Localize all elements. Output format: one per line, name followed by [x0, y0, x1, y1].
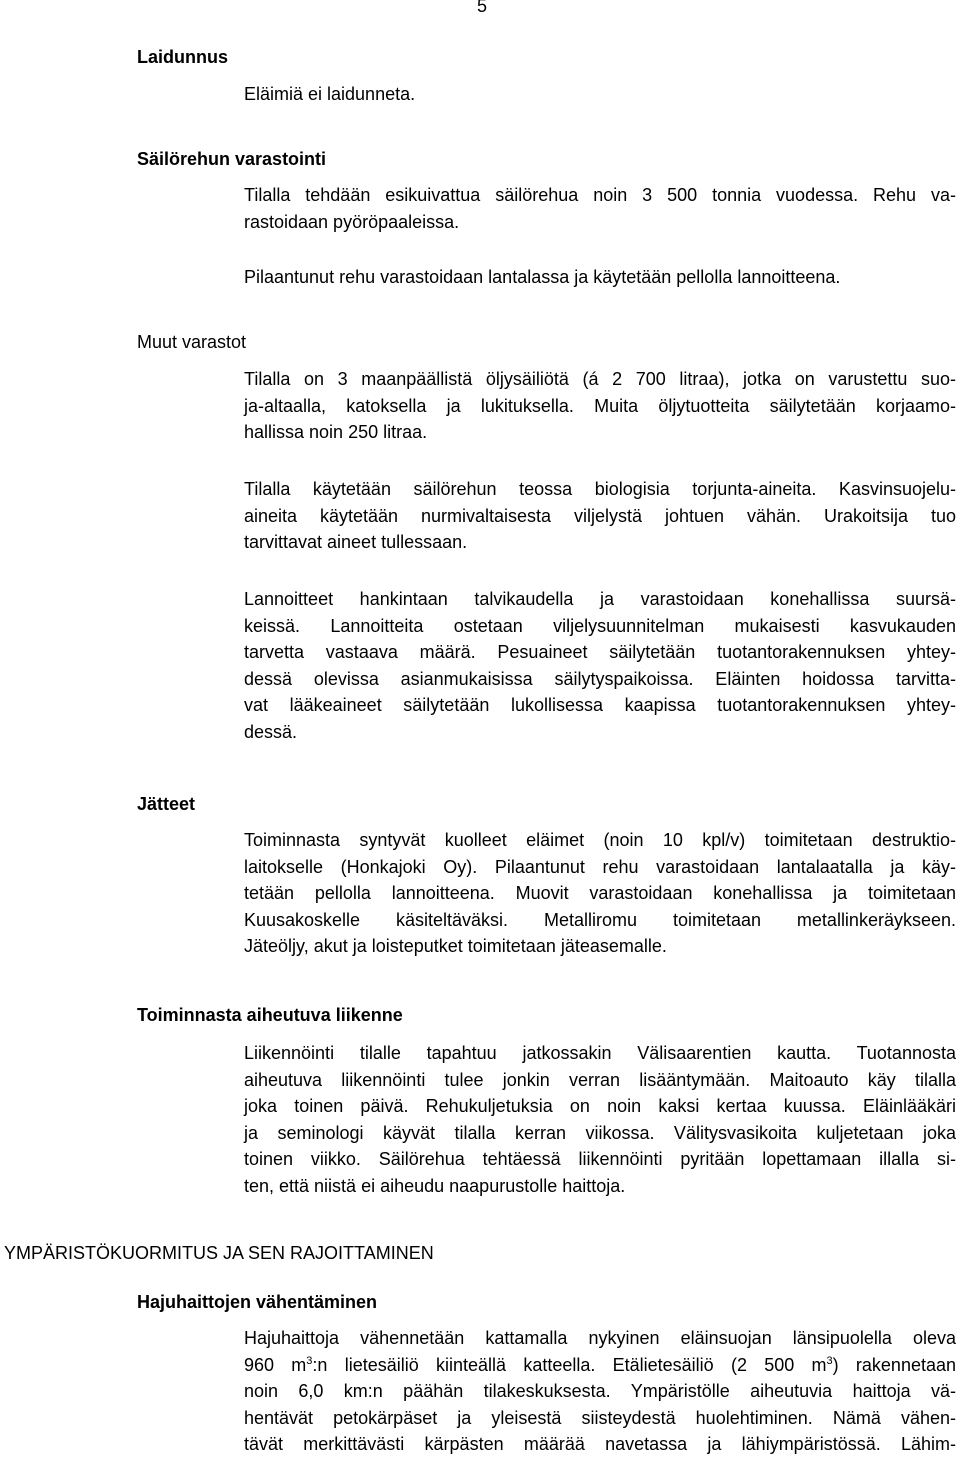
- text-line: Eläimiä ei laidunneta.: [244, 84, 416, 104]
- text-line: laitokselle (Honkajoki Oy). Pilaantunut rehu varastoidaan lantalaatalla ja käy-: [244, 856, 956, 877]
- heading-laidunnus: Laidunnus: [137, 47, 228, 67]
- text-line: tarvetta vastaava määrä. Pesuaineet säilytetään tuotantorakennuksen yhtey-: [244, 642, 956, 662]
- text-line: Tilalla tehdään esikuivattua säilörehua noin 3 500 tonnia vuodessa. Rehu va-: [244, 185, 956, 205]
- heading-liikenne: Toiminnasta aiheutuva liikenne: [137, 1005, 403, 1025]
- text-line: tetään pellolla lannoitteena. Muovit varastoidaan konehallissa ja toimitetaan: [244, 883, 956, 903]
- text-line: tarvittavat aineet tullessaan.: [244, 532, 468, 552]
- text-fragment: :n lietesäiliö kiinteällä katteella. Etälietesäiliö (2 500 m: [312, 1354, 827, 1375]
- text-line: aineita käytetään nurmivaltaisesta viljelystä johtuen vähän. Urakoitsija tuo: [244, 505, 956, 526]
- superscript: 3: [306, 1354, 313, 1367]
- heading-muut-varastot: Muut varastot: [137, 332, 247, 352]
- text-line: Kuusakoskelle käsiteltäväksi. Metalliromu toimitetaan metallinkeräykseen.: [244, 909, 956, 930]
- text-line: Lannoitteet hankintaan talvikaudella ja varastoidaan konehallissa suursä-: [244, 589, 956, 609]
- text-line: Jäteöljy, akut ja loisteputket toimitetaan jäteasemalle.: [244, 936, 667, 956]
- superscript: 3: [826, 1354, 833, 1367]
- text-line: Toiminnasta syntyvät kuolleet eläimet (noin 10 kpl/v) toimitetaan destruktio-: [244, 830, 956, 850]
- text-line: Tilalla on 3 maanpäällistä öljysäiliötä (á 2 700 litraa), jotka on varustettu suo-: [244, 369, 956, 389]
- heading-hajuhaittojen-vahentaminen: Hajuhaittojen vähentäminen: [137, 1292, 378, 1312]
- page-number: 5: [477, 0, 488, 16]
- paragraph-sailorehu-2: [244, 264, 956, 291]
- text-line: keissä. Lannoitteita ostetaan viljelysuunnitelman mukaisesti kasvukauden: [244, 615, 956, 636]
- text-line: [244, 1352, 956, 1379]
- text-line: Hajuhaittoja vähennetään kattamalla nykyinen eläinsuojan länsipuolella oleva: [244, 1328, 956, 1348]
- paragraph-jatteet: [244, 827, 956, 960]
- text-line: hallissa noin 250 litraa.: [244, 422, 428, 442]
- text-line: joka toinen päivä. Rehukuljetuksia on noin kaksi kertaa kuussa. Eläinlääkäri: [244, 1096, 956, 1116]
- text-line: ja-altaalla, katoksella ja lukituksella. Muita öljytuotteita säilytetään korjaamo-: [244, 395, 956, 416]
- heading-jatteet: Jätteet: [137, 794, 196, 814]
- text-line: aiheutuva liikennöinti tulee jonkin verran lisääntymään. Maitoauto käy tilalla: [244, 1069, 956, 1090]
- text-line: Liikennöinti tilalle tapahtuu jatkossakin Välisaarentien kautta. Tuotannosta: [244, 1043, 956, 1063]
- text-line: ten, että niistä ei aiheudu naapurustolle haittoja.: [244, 1175, 626, 1196]
- text-fragment: 960 m: [244, 1354, 307, 1375]
- heading-ymparistokuormitus: YMPÄRISTÖKUORMITUS JA SEN RAJOITTAMINEN: [4, 1243, 434, 1263]
- text-line: noin 6,0 km:n päähän tilakeskuksesta. Ympäristölle aiheutuvia haittoja vä-: [244, 1381, 956, 1401]
- text-line: vat lääkeaineet säilytetään lukollisessa kaapissa tuotantorakennuksen yhtey-: [244, 695, 956, 715]
- paragraph-hajuhaitat: [244, 1325, 956, 1458]
- paragraph-sailorehu-1: [244, 182, 956, 235]
- heading-sailorehun-varastointi: Säilörehun varastointi: [137, 149, 327, 169]
- paragraph-muut-1: [244, 366, 956, 446]
- text-line: Tilalla käytetään säilörehun teossa biologisia torjunta-aineita. Kasvinsuojelu-: [244, 479, 956, 499]
- text-line: tävät merkittävästi kärpästen määrää navetassa ja lähiympäristössä. Lähim-: [244, 1434, 956, 1454]
- text-line: dessä olevissa asianmukaisissa säilytyspaikoissa. Eläinten hoidossa tarvitta-: [244, 668, 956, 689]
- text-line: hentävät petokärpäset ja yleisestä siisteydestä huolehtiminen. Nämä vähen-: [244, 1407, 956, 1428]
- text-line: Pilaantunut rehu varastoidaan lantalassa ja käytetään pellolla lannoitteena.: [244, 267, 841, 287]
- text-line: ja seminologi käyvät tilalla kerran viikossa. Välitysvasikoita kuljetetaan joka: [244, 1122, 956, 1143]
- text-fragment: ) rakennetaan: [832, 1354, 956, 1375]
- text-line: rastoidaan pyöröpaaleissa.: [244, 211, 460, 232]
- paragraph-muut-2: [244, 476, 956, 556]
- text-line: dessä.: [244, 721, 298, 742]
- paragraph-liikenne: [244, 1040, 956, 1199]
- paragraph-muut-3: [244, 586, 956, 745]
- paragraph-laidunnus: [244, 81, 956, 108]
- text-line: toinen viikko. Säilörehua tehtäessä liikennöinti pyritään lopettamaan illalla si-: [244, 1149, 956, 1169]
